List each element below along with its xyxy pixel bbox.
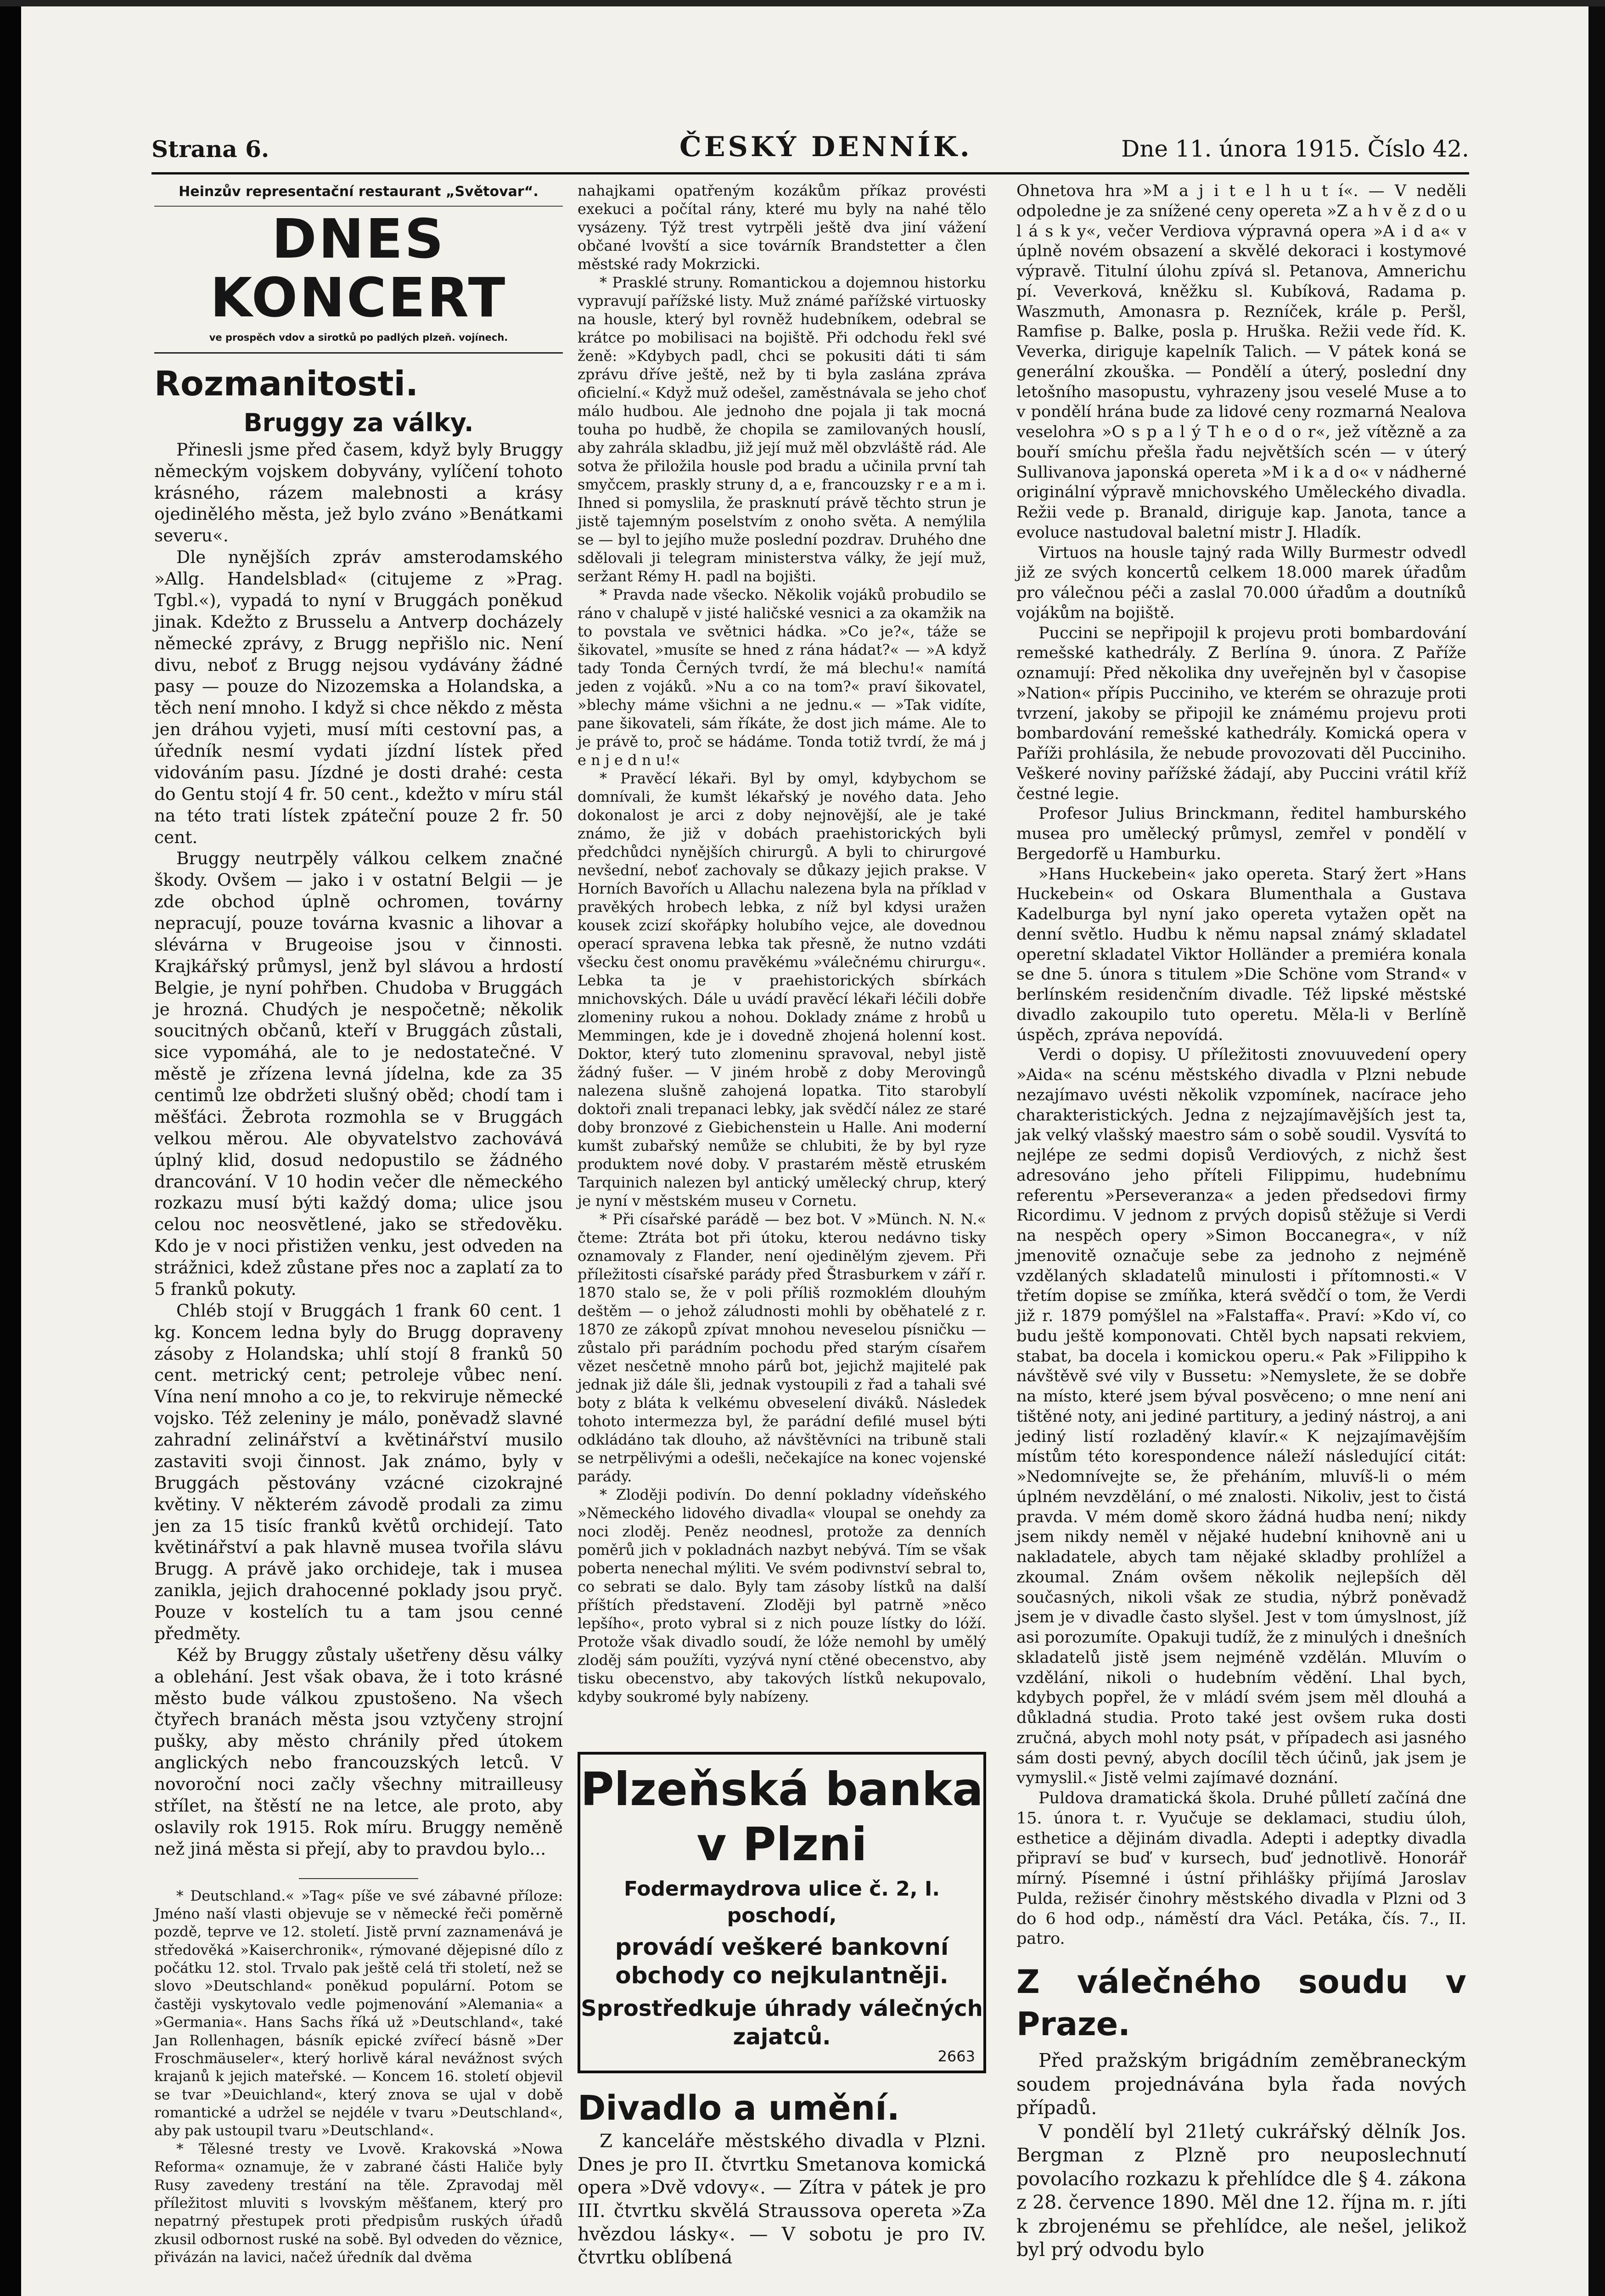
scan-edge-right [1588, 0, 1605, 2296]
column-3 [1016, 181, 1466, 1949]
masthead [138, 131, 1469, 168]
news-item: * Deutschland.« »Tag« píše ve své zábavné příloze: Jméno naší vlasti objevuje se v německé řeči poměrně pozdě, teprve ve 12. století. Jistě první zaznamenává je středověká »Kaiserchronik«, rýmované dějepisné dílo z počátku 12. stol. Trvalo pak ještě celá tři století, než se slovo »Deutschland« poněkud populární. Potom se častěji vyskytovalo vedle pojmenování »Alemania« a »Germania«. Hans Sachs říká už »Deutschland«, také Jan Rollenhagen, básník epické zvířecí básně »Der Froschmäuseler«, který horlivě káral nevážnost svých krajanů k jejich mateřské. — Koncem 16. století objevil se tvar »Deuichland«, který znova se ujal v době romantické a udržel se nejdéle v tvaru »Deutschland«, aby pak ustoupil tvaru »Deutschland«. [154, 1887, 563, 2139]
section-heading: Z válečného soudu v Praze. [1016, 1963, 1466, 2043]
news-item: Verdi o dopisy. U příležitosti znovuuvedení opery »Aida« na scénu městského divadla v Plzni nebude nezajímavo uvésti několik vzpomínek, nacírace jeho charakteristických. Jedna z nejzajímavějších jest ta, jak velký vlašský maestro sám o sobě soudil. Vysvítá to nejlépe ze sedmi dopisů Verdiových, z nichž šest adresováno jeho příteli Filippimu, hudebnímu referentu »Perseveranza« a jeden předsedovi firmy Ricordimu. V jednom z prvých dopisů stěžuje si Verdi na nespěch opery »Simon Boccanegra«, v níž jmenovitě označuje sebe za jednoho z nejméně vzdělaných skladatelů minulosti i přítomnosti.« V třetím dopise se zmíňka, která svědčí o tom, že Verdi již r. 1879 pomýšlel na »Falstaffa«. Praví: »Kdo ví, co budu ještě komponovati. Chtěl bych napsati rekviem, stabat, ba docela i komickou operu.« Pak »Filippiho k návštěvě své vily v Bussetu: »Nemyslete, že se dobře na místo, které jsem býval posvěceno; o mne není ani tištěné noty, ani jediné partitury, a jediný nástroj, a ani jediný listí rozladěný klavír.« K nejzajímavějším místům této korespondence náleží následující citát: »Nedomnívejte se, že přeháním, mluvíš-li o mém úplném nevzdělání, o mé znalosti. Nikoliv, jest to čistá pravda. V mém domě skoro žádná hudba není; nikdy jsem nikdy neměl v nějaké hudební knihovně ani u nakladatele, abych tam nějaké skladby prohlížel a zkoumal. Znám ovšem několik nejlepších děl současných, nikoli však ze studia, nýbrž poněvadž jsem je v divadle často slyšel. Jest v tom úmyslnost, jíž asi porozumíte. Opakuji tudíž, že z minulých i dnešních skladatelů jistě jsem nejméně vzdělán. Mluvím o vzdělání, nikoli o hudebním vědění. Lhal bych, kdybych popřel, že v mládí svém jsem měl dlouhá a důkladná studia. Proto také jest ovšem ruka dosti zručná, abych mohl noty psát, v případech asi jasného sám dosti pevný, abych docílil těch účinů, jak jsem je vymyslil.« Jistě velmi zajímavé doznání. [1016, 1046, 1466, 1788]
court-section [1016, 1961, 1466, 2262]
newspaper-name: ČESKÝ DENNÍK. [679, 131, 972, 163]
bank-ad-prisoners: Sprostředkuje úhrady válečných zajatců. [581, 1996, 983, 2050]
concert-ad-headline: DNES KONCERT [210, 207, 507, 329]
article-title: Bruggy za války. [243, 408, 474, 437]
bank-ad-code: 2663 [937, 2048, 975, 2065]
page-number: Strana 6. [152, 135, 269, 163]
section-heading: Rozmanitosti. [154, 364, 419, 404]
column-2 [578, 181, 986, 1706]
article-paragraph: Bruggy neutrpěly válkou celkem značné škody. Ovšem — jako i v ostatní Belgii — je zde obchod úplně ochromen, továrny nepracují, pouze továrna kvasnic a lihovar a slévárna v Brugeoise jsou v činnosti. Krajkářský průmysl, jenž byl slávou a hrdostí Belgie, je nyní pohřben. Chudoba v Bruggách je hrozná. Chudých je nespočetně; několik soucitných občanů, kteří v Bruggách zůstali, sice vypomáhá, ale to je nedostatečné. V městě je zřízena levná jídelna, kde za 35 centimů lze obdržeti slušný oběd; chodí tam i měšťáci. Žebrota rozmohla se v Bruggách velkou měrou. Ale obyvatelstvo zachovává úplný klid, dosud nedopustilo se žádného drancování. V 10 hodin večer dle německého rozkazu musí býti každý doma; ulice jsou celou noc neosvětlené, jako se středověku. Kdo je v noci přistižen venku, jest odveden na strážnici, kdež zůstane přes noc a zaplatí za to 5 franků pokuty. [154, 848, 563, 1299]
divider [154, 206, 563, 207]
divider [299, 1878, 418, 1879]
column-1 [154, 181, 563, 2267]
bank-ad-city: v Plzni [696, 1818, 867, 1871]
bank-ad-title: Plzeňská banka [580, 1762, 983, 1816]
article-paragraph: Dle nynějších zpráv amsterodamského »Allg. Handelsblad« (citujeme z »Prag. Tgbl.«), vypadá to nyní v Bruggách poněkud jinak. Kdežto z Brusselu a Antverp docházely německé zprávy, z Brugg nepřišlo nic. Není divu, neboť z Brugg nejsou vydávány žádné pasy — pouze do Nizozemska a Holandska, a těch není mnoho. I když si chce někdo z města jen dráhou vyjeti, musí míti cestovní pas, a úředník nesmí vydati jízdní lístek před vidováním pasu. Jízdné je dosti drahé: cesta do Gentu stojí 4 fr. 50 cent., kdežto v míru stál na této trati lístek zpáteční pouze 2 fr. 50 cent. [154, 547, 563, 847]
news-item: »Hans Huckebein« jako opereta. Starý žert »Hans Huckebein« od Oskara Blumenthala a Gustava Kadelburga byl nyní jako opereta vytažen opět na denní světlo. Hudbu k němu napsal známý skladatel operetní skladatel Viktor Holländer a premiéra konala se dne 5. února s titulem »Die Schöne vom Strand« v berlínském residenčním divadle. Též lipské městské divadlo zakoupilo tuto operetu. Měla-li v Berlíně úspěch, zpráva nepovídá. [1016, 865, 1466, 1044]
article-paragraph: Kéž by Bruggy zůstaly ušetřeny děsu války a oblehání. Jest však obava, že i toto krásné město bude válkou zpustošeno. Na všech čtyřech branách města jsou vztyčeny strojní pušky, aby město chránily před útokem anglických nebo francouzských letců. V novoroční noci začly všechny mitrailleusy střílet, na štěstí ne na letce, ale proto, aby oslavily rok 1915. Rok míru. Bruggy neměně než jiná města si přejí, aby to pravdou bylo... [154, 1644, 563, 1859]
scan-edge-left [0, 0, 21, 2296]
bank-ad-address: Fodermaydrova ulice č. 2, I. poschodí, [623, 1877, 940, 1927]
article-paragraph: Před pražským brigádním zeměbraneckým soudem projednávána byla řada nových případů. [1016, 2049, 1466, 2119]
article-paragraph: V pondělí byl 21letý cukrářský dělník Jos. Bergman z Plzně pro neuposlechnutí povolacího rozkazu k přehlídce dle § 4. zákona z 28. července 1890. Měl dne 12. října m. r. jíti k zbrojenému se přehlídce, ale nešel, jelikož byl prý odvodu bylo [1016, 2120, 1466, 2261]
concert-ad-subline: ve prospěch vdov a sirotků po padlých plzeň. vojínech. [209, 332, 508, 343]
news-item: * Zloději podivín. Do denní pokladny vídeňského »Německého lidového divadla« vloupal se onehdy za noci zloděj. Peněz neodnesl, protože za denních poměrů jich v pokladnách nazbyt nebývá. Tím se však poberta nenechal mýliti. Ve svém podivnství sebral to, co sebrati se dalo. Byly tam zásoby lístků na další příštích představení. Zloději byl patrně »něco lepšího«, proto vybral si z nich pouze lístky do lóží. Protože však divadlo soudí, že lóže nemohl by umělý zloděj sám použíti, vyzývá nyní ctěné obecenstvo, aby tisku obecenstvo, aby takových lístků nekupovalo, kdyby soukromé byly nabízeny. [578, 1486, 986, 1705]
news-item: Virtuos na housle tajný rada Willy Burmestr odvedl již ze svých koncertů celkem 18.000 marek úřadům pro válečnou péči a zaslal 70.000 úřadům a doutníků vojákům na bojiště. [1016, 543, 1466, 622]
concert-ad-venue: Heinzův representační restaurant „Světovar“. [179, 184, 539, 200]
article-paragraph: Ohnetova hra »M a j i t e l h u t í«. — V neděli odpoledne je za snížené ceny opereta »Z a h v ě z d o u l á s k y«, večer Verdiova výpravná opera »A i d a« v úplně novém obsazení a skvělé dekoraci i kostymové výpravě. Titulní úlohu zpívá sl. Petanova, Amnerichu pí. Veverková, kněžku sl. Kubíková, Radama p. Waszmuth, Amonasra p. Rezníček, krále p. Peršl, Ramfise p. Balke, posla p. Hruška. Režii vede říd. K. Veverka, diriguje kapelník Talich. — V pátek koná se generální zkouška. — Pondělí a úterý, poslední dny letošního masopustu, vyhrazeny jsou veselé Muse a to v pondělí hrána bude za lidové ceny rozmarná Nealova veselohra »O s p a l ý T h e o d o r«, jež vítězně a za bouří smíchu přešla řadu největších scén — v úterý Sullivanova japonská opereta »M i k a d o« v nádherné originální výpravě mnichovského Uměleckého divadla. Režii vede p. Branald, diriguje kap. Janota, tance a evoluce nastudoval baletní mistr J. Hladík. [1016, 182, 1466, 542]
news-item: Puldova dramatická škola. Druhé půlletí začíná dne 15. února t. r. Vyučuje se deklamaci, studiu úloh, esthetice a dějinám divadla. Adepti i adeptky divadla připraví se buď v kursech, buď jednotlivě. Honorář mírný. Písemné i ústní přihlášky přijímá Jaroslav Pulda, režisér činohry městského divadla v Plzni od 3 do 6 hod odp., náměstí dra Václ. Petáka, čís. 7., II. patro. [1016, 1789, 1466, 1948]
news-item: * Pravěcí lékaři. Byl by omyl, kdybychom se domnívali, že kumšt lékařský je nového data. Jeho dokonalost je arci z doby nejnovější, ale je také známo, že již v dobách praehistorických byli předchůdci nynějších chirurgů. A byli to chirurgové nevšední, neboť zachovaly se důkazy jejich prakse. V Horních Bavořích u Allachu nalezena byla na příklad v pravěkých hrobech lebka, z níž byl kdysi uražen kousek zcizí skořápky holubího vejce, ale dovednou operací spravena lebka tak přesně, že nutno vzdáti všecku čest onomu pravěkému »válečnému chirurgu«. Lebka ta je v praehistorických sbírkách mnichovských. Dále u uvádí pravěcí lékaři léčili dobře zlomeniny rukou a nohou. Doklady známe z hrobů u Memmingen, kde je i dovedně zhojená holenní kost. Doktor, který tuto zlomeninu spravoval, nebyl jistě žádný fušer. — V jiném hrobě z doby Merovingů nalezena slušně zahojená lopatka. Tito starobylí doktoři znali trepanaci lebky, jak svědčí nález ze staré doby bronzové z Giebichenstein u Halle. Ani moderní kumšt zubařský nemůže se chlubiti, že by byl ryze produktem nové doby. V prastarém městě etruském Tarquinich nalezen byl antický umělecký chrup, který je nyní v městském museu v Cornetu. [578, 770, 986, 1210]
theatre-section [578, 2087, 986, 2269]
bank-ad-services: provádí veškeré bankovní obchody co nejkulantněji. [615, 1934, 949, 1989]
article-paragraph: nahajkami opatřeným kozákům příkaz provésti exekuci a počítal rány, které mu byly na nahé tělo vysázeny. Týž trest vytrpěli ještě dva jiní vážení občané lvovští a sice továrník Brandstetter a člen městské rady Mokrzicki. [578, 182, 986, 273]
issue-date: Dne 11. února 1915. Číslo 42. [1121, 135, 1469, 162]
news-item: Profesor Julius Brinckmann, ředitel hamburského musea pro umělecký průmysl, zemřel v pondělí v Bergedorfě u Hamburku. [1016, 805, 1466, 863]
news-item: * Pravda nade všecko. Několik vojáků probudilo se ráno v chalupě v jisté haličské vesnici a za okamžik na to povstala ve světnici hádka. »Co je?«, táže se šikovatel, »musíte se hned z rána hádat?« — »A když tady Tonda Černých tvrdí, že má blechu!« namítá jeden z vojáků. »Nu a co na tom?« praví šikovatel, »blechy máme všichni a ne jednu.« — »Tak vidíte, pane šikovateli, sám říkáte, že dost jich máme. Ale to je právě to, proč se hádáme. Tonda totiž tvrdí, že má j e n j e d n u!« [578, 586, 986, 769]
concert-ad [154, 181, 563, 349]
masthead-rule [152, 172, 1469, 174]
news-item: * Prasklé struny. Romantickou a dojemnou historku vypravují pařížské listy. Muž známé pařížské virtuosky na housle, který byl rovněž hudebníkem, odebral se krátce po mobilisaci na bojiště. Při odchodu řekl své ženě: »Kdybych padl, chci se pokusiti dáti ti sám zprávu dříve ještě, než by ti byla zaslána zpráva oficielní.« Když muž odešel, zaměstnávala se jeho choť málo hudbou. Ale jednoho dne pojala ji tak mocná touha po hudbě, že chopila se zamilovaných houslí, aby zahrála skladbu, již její muž měl obzvláště rád. Ale sotva že přiložila housle pod bradu a učinila první tah smyčcem, praskly struny d, a e, francouzsky r e a m i. Ihned si pomyslila, že prasknutí právě těchto strun je jistě tajemným poselstvím z onoho světa. A nemýlila se — byl to jejího muže poslední pozdrav. Druhého dne sdělovali ji telegram ministerstva války, že její muž, seržant Rémy H. padl na bojišti. [578, 274, 986, 585]
article-paragraph: Přinesli jsme před časem, když byly Bruggy německým vojskem dobyvány, vylíčení tohoto krásného, rázem malebnosti a krásy ojedinělého města, jež bylo zváno »Benátkami severu«. [154, 439, 563, 546]
section-heading: Divadlo a umění. [578, 2088, 900, 2128]
bank-advertisement [578, 1752, 986, 2073]
divider [154, 352, 563, 354]
article-paragraph: Z kanceláře městského divadla v Plzni. Dnes je pro II. čtvrtku Smetanova komická opera »Dvě vdovy«. — Zítra v pátek je pro III. čtvrtku skvělá Straussova opereta »Za hvězdou lásky«. — V sobotu je pro IV. čtvrtku oblíbená [578, 2130, 986, 2268]
news-item: Puccini se nepřipojil k projevu proti bombardování remešské kathedrály. Z Berlína 9. února. Z Paříže oznamují: Před několika dny uveřejněn byl v časopise »Nation« přípis Pucciniho, ve kterém se ohrazuje proti tvrzení, jakoby se připojil ke známému projevu proti bombardování remešské kathedrály. Komická opera v Paříži prohlásila, že nebude provozovati děl Pucciniho. Veškeré noviny pařížské žádají, aby Puccini vrátil kříž čestné legie. [1016, 624, 1466, 803]
article-paragraph: Chléb stojí v Bruggách 1 frank 60 cent. 1 kg. Koncem ledna byly do Brugg dopraveny zásoby z Holandska; uhlí stojí 8 franků 50 cent. metrický cent; petroleje vůbec není. Vína není mnoho a co je, to rekviruje německé vojsko. Též zeleniny je málo, poněvadž slavné zahradní zelinářství a květinářství musilo zastaviti svoji činnost. Jak známo, byly v Bruggách pěstovány vzácné cizokrajné květiny. V některém závodě prodali za zimu jen za 15 tisíc franků květů orchidejí. Tato květinářství a pak hlavně musea tvořila slávu Brugg. A právě jako orchideje, tak i musea zanikla, jejich drahocenné poklady jsou pryč. Pouze v kostelích tu a tam jsou cenné předměty. [154, 1300, 563, 1643]
news-item: * Tělesné tresty ve Lvově. Krakovská »Nowa Reforma« oznamuje, že v zabrané části Haliče byly Rusy zavedeny trestání na těle. Zpravodaj měl příležitost mluviti s lvovským měšťanem, který pro nepatrný přestupek proti předpisům ruských úřadů zkusil odbornost ruské na sobě. Byl odveden do věznice, přivázán na lavici, načež úředník dal dvěma [154, 2140, 563, 2266]
scan-edge-top [0, 0, 1605, 6]
news-item: * Při císařské parádě — bez bot. V »Münch. N. N.« čteme: Ztráta bot při útoku, kterou nedávno tisky oznamovaly z Flander, není ojedinělým zjevem. Při příležitosti císařské parády před Štrasburkem v září r. 1870 stalo se, že v poli příliš rozmoklém dlouhým deštěm — o jehož záludnosti mohli by oběhatelé z r. 1870 ze zákopů zpívat mnohou neveselou písničku — zůstalo při parádním pochodu před starým císařem vězet nesčetně mnoho párů bot, jejichž majitelé pak jednak již dále šli, jednak vystoupili z řad a tahali své boty z bláta k velkému obveselení diváků. Následek tohoto intermezza byl, že parádní defilé musel býti odkládáno tak dlouho, až návštěvníci na tribuně stali se netrpělivými a odešli, nečekajíce na konec vojenské parády. [578, 1210, 986, 1485]
